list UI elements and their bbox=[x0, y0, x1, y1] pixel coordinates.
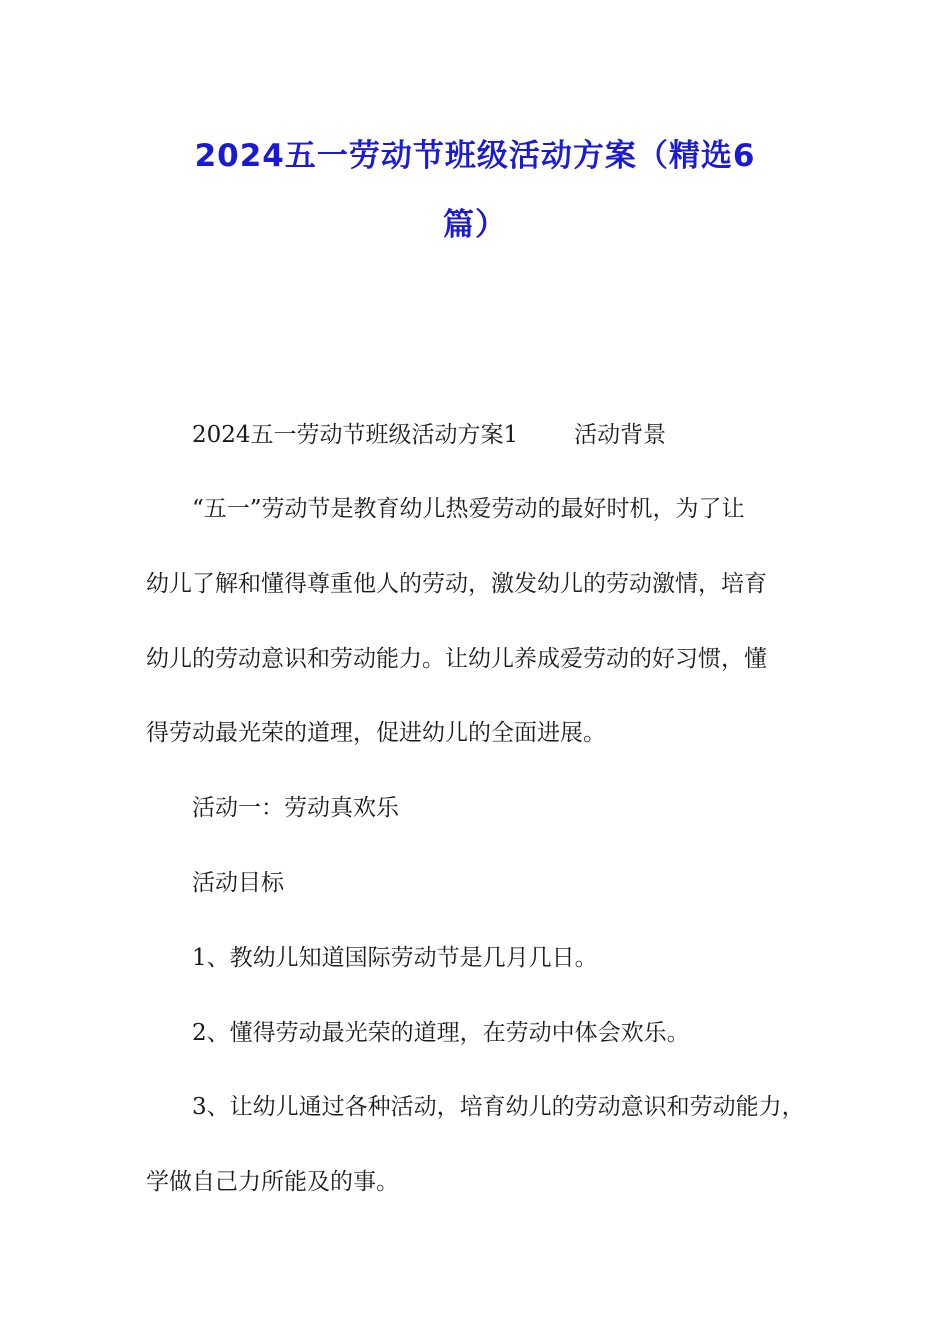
paragraph-line: “五一”劳动节是教育幼儿热爱劳动的最好时机，为了让 bbox=[192, 496, 745, 522]
goal-item: 2、懂得劳动最光荣的道理，在劳动中体会欢乐。 bbox=[192, 1020, 690, 1046]
goal-item: 1、教幼儿知道国际劳动节是几月几日。 bbox=[192, 945, 598, 971]
section-heading bbox=[192, 420, 872, 450]
paragraph-line: 幼儿的劳动意识和劳动能力。让幼儿养成爱劳动的好习惯，懂 bbox=[146, 646, 767, 672]
goal-item-continuation: 学做自己力所能及的事。 bbox=[146, 1169, 399, 1195]
goals-heading: 活动目标 bbox=[192, 870, 284, 896]
plan-heading: 2024五一劳动节班级活动方案1 bbox=[192, 422, 519, 448]
document-title-line-1: 2024五一劳动节班级活动方案（精选6 bbox=[194, 138, 756, 174]
background-heading: 活动背景 bbox=[574, 422, 667, 448]
goal-item: 3、让幼儿通过各种活动，培育幼儿的劳动意识和劳动能力， bbox=[192, 1094, 805, 1120]
activity-title: 活动一：劳动真欢乐 bbox=[192, 795, 399, 821]
paragraph-line: 幼儿了解和懂得尊重他人的劳动，激发幼儿的劳动激情，培育 bbox=[146, 571, 767, 597]
document-title-line-2: 篇） bbox=[443, 207, 507, 243]
paragraph-line: 得劳动最光荣的道理，促进幼儿的全面进展。 bbox=[146, 720, 606, 746]
